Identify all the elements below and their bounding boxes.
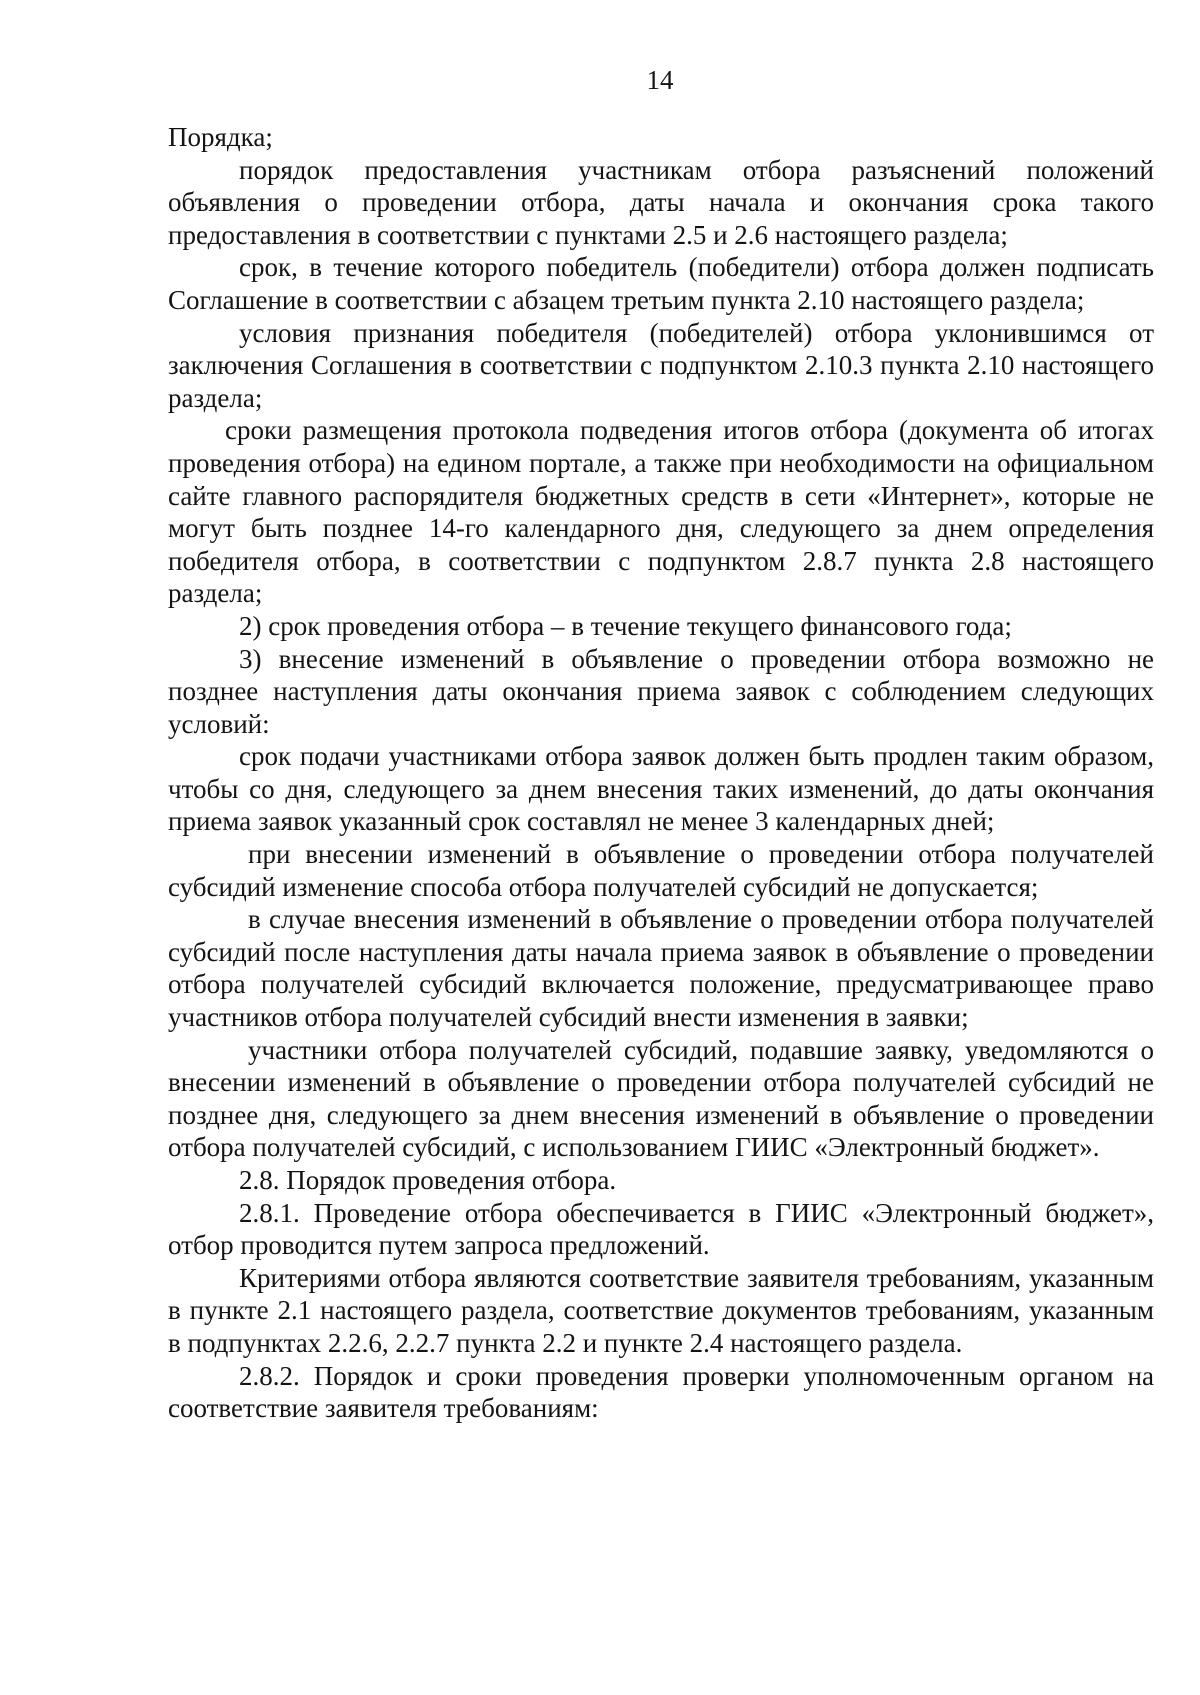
paragraph-text: срок подачи участниками отбора заявок должен быть продлен таким образом, чтобы со дня, следующего за днем внесения таких изменений, до даты окончания приема заявок указанный срок составлял не менее 3 календарных дней; (168, 741, 1154, 837)
paragraph-text: в случае внесения изменений в объявление о проведении отбора получателей субсидий после наступления даты начала приема заявок в объявление о проведении отбора получателей субсидий включается положение, предусматривающее право участников отбора получателей субсидий внести изменения в заявки; (168, 904, 1154, 1033)
paragraph-text: порядок предоставления участникам отбора разъяснений положений объявления о проведении отбора, даты начала и окончания срока такого предоставления в соответствии с пунктами 2.5 и 2.6 настоящего раздела; (168, 154, 1154, 250)
paragraph-text: сроки размещения протокола подведения итогов отбора (документа об итогах проведения отбора) на едином портале, а также при необходимости на официальном сайте главного распорядителя бюджетных средств в сети «Интернет», которые не могут быть позднее 14-го календарного дня, следующего за днем определения победителя отбора, в соответствии с подпунктом 2.8.7 пункта 2.8 настоящего раздела; (168, 415, 1154, 609)
paragraph-text: 2) срок проведения отбора – в течение текущего финансового года; (239, 610, 1012, 641)
paragraph-text: срок, в течение которого победитель (победители) отбора должен подписать Соглашение в соответствии с абзацем третьим пункта 2.10 настоящего раздела; (168, 252, 1154, 315)
paragraph-text: условия признания победителя (победителей) отбора уклонившимся от заключения Соглашения в соответствии с подпунктом 2.10.3 пункта 2.10 настоящего раздела; (168, 317, 1154, 413)
section-heading: 2.8. Порядок проведения отбора. (239, 1165, 617, 1195)
paragraph-text: участники отбора получателей субсидий, подавшие заявку, уведомляются о внесении изменений в объявление о проведении отбора получателей субсидий не позднее дня, следующего за днем внесения изменений в объявление о проведении отбора получателей субсидий, с использованием ГИИС «Электронный бюджет». (168, 1034, 1154, 1163)
paragraph-text: 3) внесение изменений в объявление о проведении отбора возможно не позднее наступления даты окончания приема заявок с соблюдением следующих условий: (168, 643, 1154, 739)
paragraph-text: 2.8.2. Порядок и сроки проведения проверки уполномоченным органом на соответствие заявителя требованиям: (168, 1360, 1154, 1424)
paragraph-text: Порядка; (168, 122, 273, 152)
paragraph-text: 2.8.1. Проведение отбора обеспечивается в ГИИС «Электронный бюджет», отбор проводится путем запроса предложений. (168, 1197, 1154, 1261)
paragraph-text: Критериями отбора являются соответствие заявителя требованиям, указанным в пункте 2.1 настоящего раздела, соответствие документов требованиям, указанным в подпунктах 2.2.6, 2.2.7 пункта 2.2 и пункте 2.4 настоящего раздела. (168, 1262, 1154, 1358)
paragraph-text: при внесении изменений в объявление о проведении отбора получателей субсидий изменение способа отбора получателей субсидий не допускается; (168, 839, 1154, 902)
page-number: 14 (646, 65, 674, 95)
document-body (168, 121, 1154, 1425)
